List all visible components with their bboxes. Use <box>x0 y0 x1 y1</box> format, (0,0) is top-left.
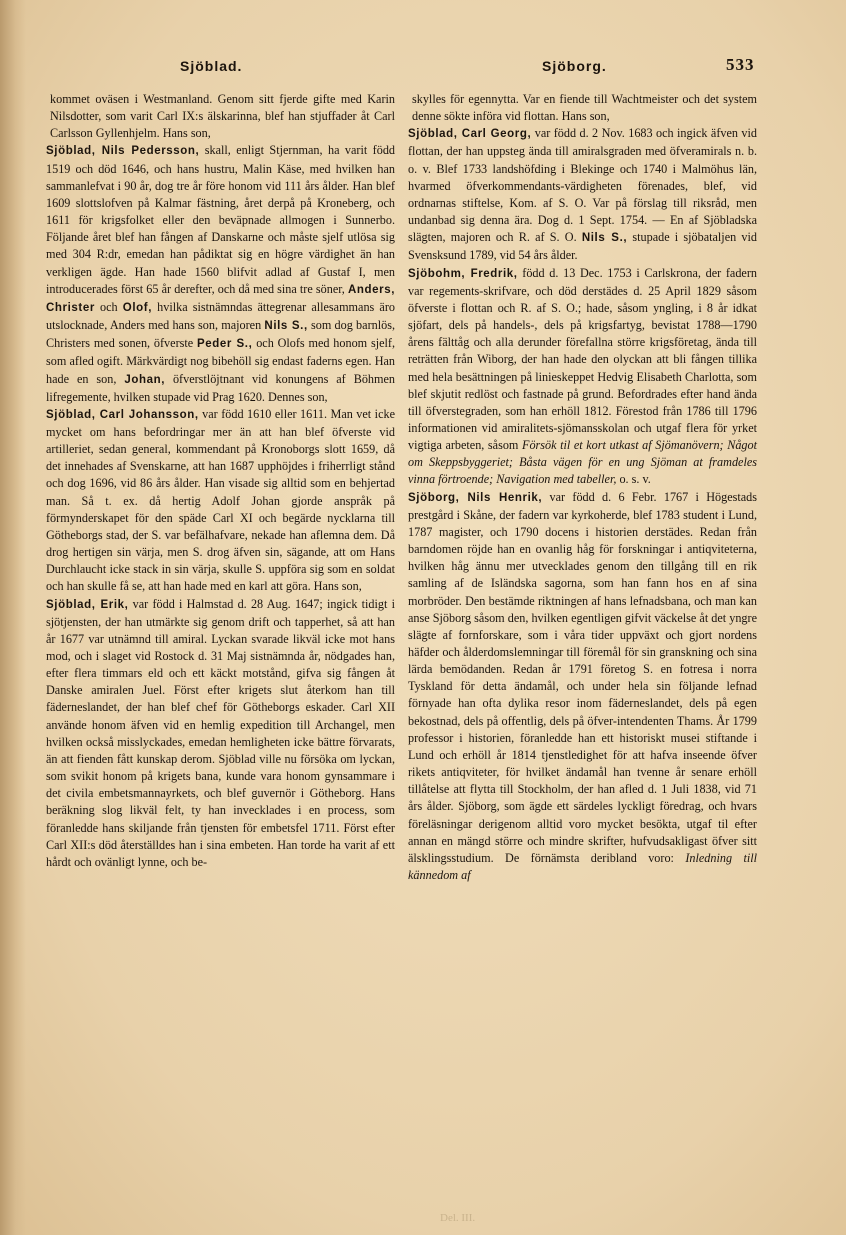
page-gutter <box>0 0 26 1235</box>
paragraph-text: kommet oväsen i Westmanland. Genom sitt fjerde gifte med Karin Nilsdotter, som varit Carl IX:s älskarinna, blef han stjuffader åt Carl Carlsson Gyllenhjelm. Hans son, <box>50 92 395 141</box>
paragraph-continuation <box>50 91 395 142</box>
header-right-keyword: Sjöborg. <box>542 58 607 74</box>
footer-mark: Del. III. <box>440 1212 476 1224</box>
left-column <box>46 91 396 871</box>
entry-headword: Sjöblad, Erik, <box>46 598 129 611</box>
entry-text: stupade i sjöbataljen vid Svensksund 1789, vid 54 års ålder. <box>408 230 757 263</box>
header-left-keyword: Sjöblad. <box>180 58 243 74</box>
entry-text: och <box>94 299 123 314</box>
person-name: Nils S., <box>264 320 308 333</box>
entry-headword: Sjöbohm, Fredrik, <box>408 267 518 280</box>
entry-headword: Sjöblad, Nils Pedersson, <box>46 145 200 158</box>
right-column <box>408 91 758 884</box>
person-name: Olof, <box>122 301 152 314</box>
entry-text: var född d. 2 Nov. 1683 och ingick äfven vid flottan, der han uppsteg ända till amiralsgraden med öfveramirals n. b. o. v. Blef 1733 landshöfding i Blekinge och 1740 i Malmöhus län, hvarmed öfverkommendants-värdigheten förenades, blef, vid ordnarnas stiftelse, Kom. af S. O. Var på förslag till riksråd, men undanbad sig denna ära. Dog d. 1 Sept. 1754. — En af Sjöbladska slägten, majoren och R. af S. O. <box>408 126 757 245</box>
entry-nils-pedersson <box>46 142 395 405</box>
person-name: Johan, <box>124 373 166 386</box>
running-header <box>50 55 760 82</box>
entry-text: o. s. v. <box>616 472 651 487</box>
person-name: Anders, Christer <box>46 283 395 314</box>
entry-headword: Sjöblad, Carl Johansson, <box>46 408 199 421</box>
person-name: Peder S., <box>196 338 253 351</box>
entry-text: var född 1610 eller 1611. Man vet icke mycket om hans befordringar mer än att han blef öfverste vid artilleriet, sedan general, kommendant på Kronoborgs slott 1659, då det innehades af Svenskarne, att han 1687 upphöjdes i friherrligt stånd och dog 1696, vid 86 års ålder. Han visade sig alltid som en behjertad man. Så t. ex. då hertig Adolf Johan gjorde anspråk på förmynderskapet för den späde Carl XI och begärde nycklarna till Götheborgs stad, der S. var befälhafvare, nekade han aflemna dem. Då drog hertigen sin värja, men S. drog äfven sin, sägande, att om Hans Durchlaucht icke stack in sin värja, skulle S. uppföra sig som en soldat och han skulle få se, att han hade med en karl att göra. Hans son, <box>46 406 395 594</box>
entry-text: och Olofs med honom sjelf, som afled ogift. Märkvärdigt nog bibehöll sig endast faderns egen. Han hade en son, <box>46 336 395 386</box>
entry-text: född d. 13 Dec. 1753 i Carlskrona, der fadern var regements-skrifvare, och död derstädes d. 25 April 1829 såsom öfverste i flottan och R. af S. O.; hade, såsom yngling, i 8 år idkat sjöfart, dels på handels-, dels på krigsfartyg, bevistat 1788—1790 årens fälttåg och alla derunder förefallna större krigsföretag, ända till reträtten från Wiborg, der han hade den olyckan att bli fången tillika med hela besättningen på linieskeppet Hedvig Elisabeth Charlotta, som blef skjutit redlöst och fastnade på grund. Befordrades efter hand ända till öfverstegraden, som han erhöll 1812. Förestod från 1786 till 1796 informationen vid amiralitets-sjömansskolan och utgaf flera för yrket vigtiga arbeten, såsom <box>408 265 757 453</box>
entry-carl-georg <box>408 125 757 264</box>
person-name: Nils S., <box>581 232 628 245</box>
entry-text: var född d. 6 Febr. 1767 i Högestads prestgård i Skåne, der fadern var kyrkoherde, blef 1783 student i Lund, 1787 magister, och 1790 docens i historien derstädes. Redan från barndomen röjde han en ovanlig håg för forskningar i antiqviteterna, hvilken håg ännu mer utvecklades genom den tillgång till en rik samling af de Isländska sagorna, som han fann hos en af sina morbröder. Den bestämde riktningen af hans lefnadsbana, och man kan anse Sjöborg såsom den, hvilken egentligen gifvit väckelse åt det yngre slägte af fornforskare, som i våra tider uppväxt och gjort nordens häfder och ålderdomslemningar till föremål för sin granskning och sina lärda bemödanden. Redan år 1791 företog S. en fotresa i norra Tyskland för detta ändamål, och under hela sin följande lefnad förnyade han ofta dylika resor inom fäderneslandet, dels på egen bekostnad, dels på offentlig, dels på öfver-intendenten Thams. År 1799 professor i historien, föranledde han ett historiskt musei stiftande i Lund och erhöll år 1814 tjenstledighet för att hafva inseende öfver rikets antiqviteter, för hvilket ändamål han tvenne år senare erhöll tillåtelse att flytta till Stockholm, der han afled d. 1 Juli 1838, vid 71 års ålder. Sjöborg, som ägde ett särdeles lyckligt föredrag, och hvars föreläsningar derigenom alltid voro mycket besökta, utgaf til efter annan en mängd större och mindre skrifter, hufvudsakligast öfver sitt älsklingsstudium. De förnämsta deribland voro: <box>408 489 758 865</box>
entry-text: som dog barnlös, Christers med sonen, öfverste <box>46 318 395 351</box>
entry-headword: Sjöblad, Carl Georg, <box>408 128 532 141</box>
entry-nils-henrik-sjoborg <box>408 489 757 885</box>
book-title: Inledning till kännedom af <box>408 850 757 883</box>
entry-carl-johansson <box>46 406 395 596</box>
book-titles: Försök til et kort utkast af Sjömanövern; Något om Skeppsbyggeriet; Båsta vägen för en ung Sjöman at framdeles vinna förtroende; Navigation med tabeller, <box>408 438 757 487</box>
paragraph-continuation <box>412 91 757 125</box>
entry-text: skall, enligt Stjernman, ha varit född 1519 och död 1646, och hans hustru, Malin Käse, med hvilken han sammanlefvat i 90 år, dog tre år före honom vid 111 års ålder. Han blef 1609 slottslofven på Kalmar fästning, året derpå på Kroneberg, och 1611 för krigsfolket eller den beväpnade allmogen i Sunnerbo. Följande året blef han fången af Danskarne och måste sjelf utlösa sig med 304 R:dr, emedan han pådiktat sig en högre värdighet än han verkligen ägde. Han hade 1560 blifvit adlad af Gustaf I, men introducerades först 65 år derefter, och då med sina tre söner, <box>46 143 396 296</box>
entry-text: hvilka sistnämndas ättegrenar allesammans äro utslocknade, Anders med hans son, majoren <box>46 299 395 333</box>
entry-text: öfverstlöjtnant vid konungens af Böhmen lifregemente, hvilken stupade vid Prag 1620. Dennes son, <box>46 371 395 404</box>
entry-text: var född i Halmstad d. 28 Aug. 1647; ingick tidigt i sjötjensten, der han utmärkte sig genom drift och tapperhet, så att han år 1677 var utnämnd till amiral. Lyckan svarade likväl icke mot hans mod, och i slaget vid Rostock d. 31 Maj sistnämnda år, nödgades han, efter flera timmars eld och ett käckt motstånd, gifva sig fången åt Danske amiralen Juel. Först efter krigets slut återkom han till fäderneslandet, der han blef chef för Götheborgs eskader. Carl XII använde honom äfven vid en hemlig expedition till Archangel, men hvilken också misslyckades, emedan hemligheten icke bättre förvarats, än att fienden fått kunskap derom. Sjöblad ville nu försöka om lyckan, som svikit honom på krigets bana, kunde vara honom gynsammare i det civila embetsmannayrkets, och blef guvernör i Götheborg. Hans beräkning slog likväl felt, ty han invecklades i en process, som föranledde hans skiljande från tjensten för embetsfel 1711. Först efter Carl XII:s död återställdes han i sina embeten. Han torde ha varit af ett hårdt och ovänligt lynne, och be- <box>46 596 395 869</box>
page-number: 533 <box>726 55 755 74</box>
entry-fredrik-sjobohm <box>408 265 757 489</box>
paragraph-text: skylles för egennytta. Var en fiende till Wachtmeister och det system denne sökte införa vid flottan. Hans son, <box>412 92 757 124</box>
entry-erik <box>46 596 395 872</box>
entry-headword: Sjöborg, Nils Henrik, <box>408 491 543 504</box>
